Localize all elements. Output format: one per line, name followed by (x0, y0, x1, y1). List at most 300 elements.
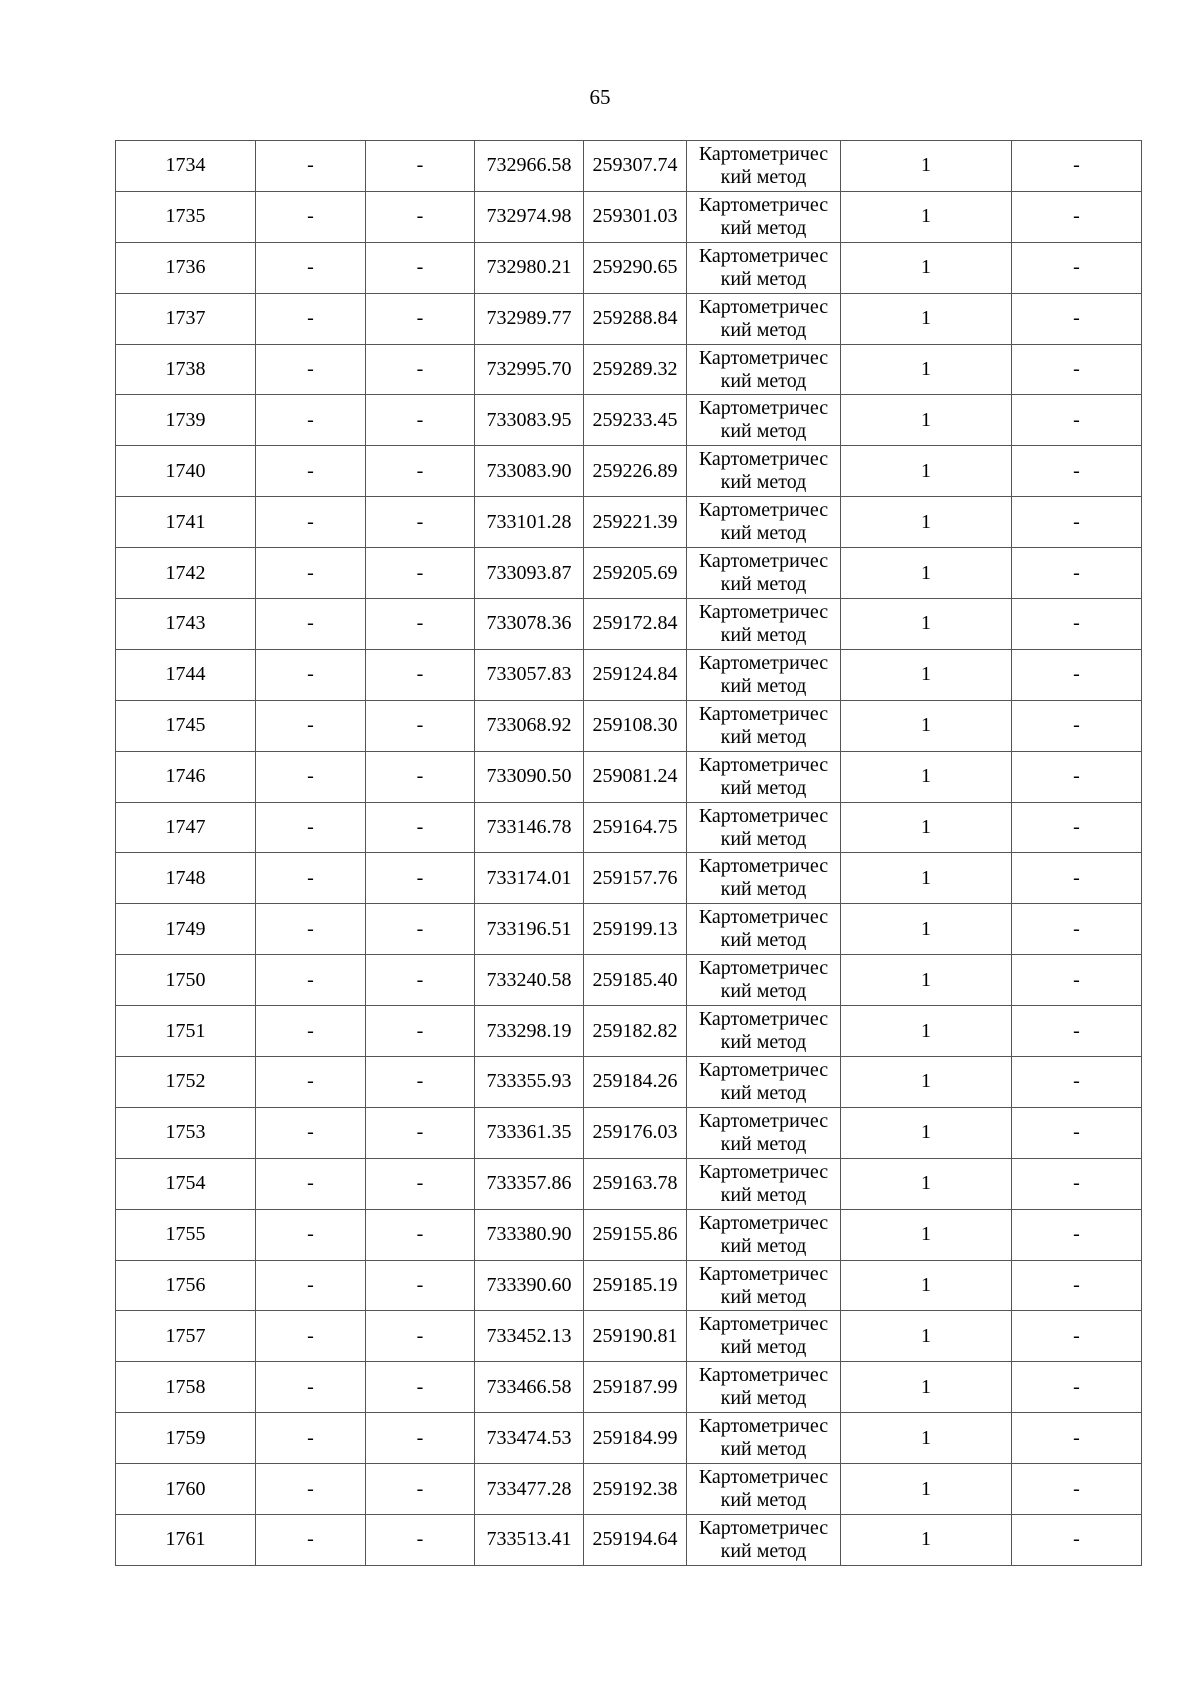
dash-cell: - (1012, 1209, 1142, 1260)
x-coordinate-cell: 733474.53 (475, 1413, 584, 1464)
method-cell (687, 446, 841, 497)
dash-cell: - (256, 1362, 366, 1413)
y-coordinate-cell: 259290.65 (584, 242, 687, 293)
y-coordinate-cell: 259205.69 (584, 548, 687, 599)
table-row (116, 599, 1142, 650)
accuracy-cell: 1 (841, 1158, 1012, 1209)
y-coordinate-cell: 259185.40 (584, 955, 687, 1006)
method-cell (687, 548, 841, 599)
method-text-line: кий метод (720, 1438, 807, 1461)
dash-cell: - (366, 700, 475, 751)
y-coordinate-cell: 259199.13 (584, 904, 687, 955)
accuracy-cell: 1 (841, 1362, 1012, 1413)
method-cell (687, 1515, 841, 1566)
method-cell (687, 344, 841, 395)
y-coordinate-cell: 259124.84 (584, 649, 687, 700)
method-cell (687, 802, 841, 853)
table-row (116, 1413, 1142, 1464)
method-text-line: Картометричес (698, 550, 829, 573)
method-cell (687, 1464, 841, 1515)
y-coordinate-cell: 259108.30 (584, 700, 687, 751)
point-number-cell: 1759 (116, 1413, 256, 1464)
y-coordinate-cell: 259185.19 (584, 1260, 687, 1311)
y-coordinate-cell: 259233.45 (584, 395, 687, 446)
dash-cell: - (1012, 700, 1142, 751)
y-coordinate-cell: 259164.75 (584, 802, 687, 853)
y-coordinate-cell: 259187.99 (584, 1362, 687, 1413)
table-row (116, 700, 1142, 751)
table-row (116, 853, 1142, 904)
method-cell (687, 497, 841, 548)
method-text-line: кий метод (720, 318, 807, 341)
x-coordinate-cell: 732995.70 (475, 344, 584, 395)
x-coordinate-cell: 733093.87 (475, 548, 584, 599)
method-cell (687, 1311, 841, 1362)
table-row (116, 548, 1142, 599)
dash-cell: - (1012, 1362, 1142, 1413)
table-row (116, 141, 1142, 192)
dash-cell: - (366, 1057, 475, 1108)
dash-cell: - (1012, 599, 1142, 650)
dash-cell: - (366, 395, 475, 446)
accuracy-cell: 1 (841, 1107, 1012, 1158)
method-cell (687, 191, 841, 242)
table-row (116, 1362, 1142, 1413)
method-text-line: Картометричес (698, 957, 829, 980)
dash-cell: - (256, 141, 366, 192)
accuracy-cell: 1 (841, 1515, 1012, 1566)
point-number-cell: 1742 (116, 548, 256, 599)
table-row (116, 1311, 1142, 1362)
point-number-cell: 1756 (116, 1260, 256, 1311)
dash-cell: - (1012, 293, 1142, 344)
dash-cell: - (366, 293, 475, 344)
point-number-cell: 1737 (116, 293, 256, 344)
y-coordinate-cell: 259081.24 (584, 751, 687, 802)
dash-cell: - (256, 802, 366, 853)
dash-cell: - (366, 1260, 475, 1311)
method-cell (687, 599, 841, 650)
table-row (116, 1158, 1142, 1209)
dash-cell: - (256, 1260, 366, 1311)
method-text-line: кий метод (720, 827, 807, 850)
method-cell (687, 1362, 841, 1413)
method-text-line: кий метод (720, 674, 807, 697)
x-coordinate-cell: 733452.13 (475, 1311, 584, 1362)
accuracy-cell: 1 (841, 853, 1012, 904)
method-cell (687, 1413, 841, 1464)
dash-cell: - (1012, 497, 1142, 548)
point-number-cell: 1752 (116, 1057, 256, 1108)
x-coordinate-cell: 733357.86 (475, 1158, 584, 1209)
y-coordinate-cell: 259157.76 (584, 853, 687, 904)
table-row (116, 751, 1142, 802)
method-text-line: Картометричес (698, 1466, 829, 1489)
page-number: 65 (589, 85, 611, 109)
method-cell (687, 700, 841, 751)
table-row (116, 293, 1142, 344)
method-text-line: Картометричес (698, 1160, 829, 1183)
method-cell (687, 1057, 841, 1108)
table-row (116, 649, 1142, 700)
dash-cell: - (1012, 904, 1142, 955)
dash-cell: - (366, 1362, 475, 1413)
dash-cell: - (366, 802, 475, 853)
method-text-line: кий метод (720, 929, 807, 952)
dash-cell: - (256, 700, 366, 751)
dash-cell: - (366, 548, 475, 599)
point-number-cell: 1747 (116, 802, 256, 853)
dash-cell: - (256, 649, 366, 700)
point-number-cell: 1734 (116, 141, 256, 192)
method-text-line: кий метод (720, 1234, 807, 1257)
dash-cell: - (1012, 1260, 1142, 1311)
accuracy-cell: 1 (841, 141, 1012, 192)
y-coordinate-cell: 259155.86 (584, 1209, 687, 1260)
x-coordinate-cell: 733466.58 (475, 1362, 584, 1413)
point-number-cell: 1745 (116, 700, 256, 751)
dash-cell: - (366, 242, 475, 293)
method-text-line: Картометричес (698, 600, 829, 623)
method-text-line: Картометричес (698, 1364, 829, 1387)
dash-cell: - (256, 1209, 366, 1260)
x-coordinate-cell: 733057.83 (475, 649, 584, 700)
point-number-cell: 1740 (116, 446, 256, 497)
dash-cell: - (366, 649, 475, 700)
accuracy-cell: 1 (841, 1209, 1012, 1260)
method-text-line: Картометричес (698, 804, 829, 827)
y-coordinate-cell: 259184.99 (584, 1413, 687, 1464)
method-text-line: кий метод (720, 1387, 807, 1410)
point-number-cell: 1748 (116, 853, 256, 904)
method-text-line: Картометричес (698, 295, 829, 318)
accuracy-cell: 1 (841, 395, 1012, 446)
dash-cell: - (1012, 1006, 1142, 1057)
dash-cell: - (366, 599, 475, 650)
dash-cell: - (366, 1464, 475, 1515)
x-coordinate-cell: 733090.50 (475, 751, 584, 802)
y-coordinate-cell: 259163.78 (584, 1158, 687, 1209)
table-row (116, 802, 1142, 853)
method-text-line: кий метод (720, 369, 807, 392)
point-number-cell: 1735 (116, 191, 256, 242)
point-number-cell: 1757 (116, 1311, 256, 1362)
dash-cell: - (256, 1107, 366, 1158)
dash-cell: - (366, 1515, 475, 1566)
method-text-line: кий метод (720, 1132, 807, 1155)
x-coordinate-cell: 732989.77 (475, 293, 584, 344)
y-coordinate-cell: 259190.81 (584, 1311, 687, 1362)
dash-cell: - (256, 904, 366, 955)
point-number-cell: 1751 (116, 1006, 256, 1057)
x-coordinate-cell: 733078.36 (475, 599, 584, 650)
method-text-line: Картометричес (698, 346, 829, 369)
dash-cell: - (1012, 395, 1142, 446)
method-text-line: Картометричес (698, 448, 829, 471)
x-coordinate-cell: 733390.60 (475, 1260, 584, 1311)
dash-cell: - (256, 955, 366, 1006)
method-text-line: Картометричес (698, 193, 829, 216)
accuracy-cell: 1 (841, 1260, 1012, 1311)
accuracy-cell: 1 (841, 1057, 1012, 1108)
point-number-cell: 1753 (116, 1107, 256, 1158)
table-row (116, 1515, 1142, 1566)
dash-cell: - (256, 191, 366, 242)
y-coordinate-cell: 259221.39 (584, 497, 687, 548)
dash-cell: - (366, 446, 475, 497)
method-text-line: кий метод (720, 1336, 807, 1359)
accuracy-cell: 1 (841, 751, 1012, 802)
table-row (116, 1006, 1142, 1057)
dash-cell: - (256, 1311, 366, 1362)
method-text-line: кий метод (720, 267, 807, 290)
dash-cell: - (1012, 141, 1142, 192)
method-text-line: Картометричес (698, 1008, 829, 1031)
accuracy-cell: 1 (841, 599, 1012, 650)
dash-cell: - (256, 1057, 366, 1108)
accuracy-cell: 1 (841, 700, 1012, 751)
accuracy-cell: 1 (841, 649, 1012, 700)
dash-cell: - (366, 1107, 475, 1158)
method-text-line: Картометричес (698, 1516, 829, 1539)
dash-cell: - (256, 1006, 366, 1057)
table-row (116, 955, 1142, 1006)
dash-cell: - (1012, 548, 1142, 599)
method-text-line: кий метод (720, 573, 807, 596)
y-coordinate-cell: 259194.64 (584, 1515, 687, 1566)
method-text-line: Картометричес (698, 1058, 829, 1081)
point-number-cell: 1754 (116, 1158, 256, 1209)
method-cell (687, 242, 841, 293)
x-coordinate-cell: 732974.98 (475, 191, 584, 242)
method-text-line: Картометричес (698, 142, 829, 165)
x-coordinate-cell: 733101.28 (475, 497, 584, 548)
x-coordinate-cell: 733146.78 (475, 802, 584, 853)
method-text-line: Картометричес (698, 702, 829, 725)
x-coordinate-cell: 733083.90 (475, 446, 584, 497)
method-text-line: Картометричес (698, 1313, 829, 1336)
method-text-line: кий метод (720, 1081, 807, 1104)
x-coordinate-cell: 733083.95 (475, 395, 584, 446)
dash-cell: - (1012, 1464, 1142, 1515)
y-coordinate-cell: 259184.26 (584, 1057, 687, 1108)
method-cell (687, 293, 841, 344)
point-number-cell: 1736 (116, 242, 256, 293)
table-row (116, 395, 1142, 446)
table-row (116, 904, 1142, 955)
dash-cell: - (366, 497, 475, 548)
dash-cell: - (256, 1413, 366, 1464)
accuracy-cell: 1 (841, 344, 1012, 395)
x-coordinate-cell: 733513.41 (475, 1515, 584, 1566)
dash-cell: - (256, 344, 366, 395)
dash-cell: - (366, 853, 475, 904)
point-number-cell: 1758 (116, 1362, 256, 1413)
table-row (116, 1464, 1142, 1515)
method-cell (687, 141, 841, 192)
dash-cell: - (256, 599, 366, 650)
accuracy-cell: 1 (841, 242, 1012, 293)
point-number-cell: 1738 (116, 344, 256, 395)
dash-cell: - (1012, 1413, 1142, 1464)
dash-cell: - (256, 1515, 366, 1566)
method-text-line: Картометричес (698, 397, 829, 420)
method-text-line: Картометричес (698, 499, 829, 522)
dash-cell: - (366, 1311, 475, 1362)
method-cell (687, 751, 841, 802)
table-row (116, 497, 1142, 548)
method-cell (687, 1006, 841, 1057)
table-row (116, 344, 1142, 395)
x-coordinate-cell: 733196.51 (475, 904, 584, 955)
dash-cell: - (1012, 1057, 1142, 1108)
point-number-cell: 1749 (116, 904, 256, 955)
method-text-line: Картометричес (698, 855, 829, 878)
method-text-line: кий метод (720, 522, 807, 545)
method-text-line: кий метод (720, 1285, 807, 1308)
point-number-cell: 1750 (116, 955, 256, 1006)
table-row (116, 242, 1142, 293)
x-coordinate-cell: 733240.58 (475, 955, 584, 1006)
method-cell (687, 955, 841, 1006)
dash-cell: - (366, 344, 475, 395)
method-cell (687, 904, 841, 955)
dash-cell: - (1012, 446, 1142, 497)
method-text-line: Картометричес (698, 1415, 829, 1438)
method-text-line: кий метод (720, 1183, 807, 1206)
dash-cell: - (256, 853, 366, 904)
x-coordinate-cell: 733068.92 (475, 700, 584, 751)
dash-cell: - (1012, 955, 1142, 1006)
dash-cell: - (1012, 751, 1142, 802)
method-text-line: кий метод (720, 980, 807, 1003)
method-text-line: Картометричес (698, 906, 829, 929)
dash-cell: - (1012, 344, 1142, 395)
point-number-cell: 1761 (116, 1515, 256, 1566)
coordinates-table (115, 140, 1142, 1566)
dash-cell: - (1012, 242, 1142, 293)
method-cell (687, 395, 841, 446)
x-coordinate-cell: 733355.93 (475, 1057, 584, 1108)
dash-cell: - (256, 293, 366, 344)
dash-cell: - (256, 1464, 366, 1515)
dash-cell: - (366, 904, 475, 955)
accuracy-cell: 1 (841, 955, 1012, 1006)
accuracy-cell: 1 (841, 1311, 1012, 1362)
x-coordinate-cell: 733298.19 (475, 1006, 584, 1057)
table-row (116, 191, 1142, 242)
method-text-line: кий метод (720, 216, 807, 239)
x-coordinate-cell: 733380.90 (475, 1209, 584, 1260)
method-text-line: кий метод (720, 1031, 807, 1054)
dash-cell: - (256, 242, 366, 293)
x-coordinate-cell: 733477.28 (475, 1464, 584, 1515)
method-cell (687, 1107, 841, 1158)
point-number-cell: 1739 (116, 395, 256, 446)
table-row (116, 1209, 1142, 1260)
table-row (116, 1260, 1142, 1311)
method-text-line: кий метод (720, 1539, 807, 1562)
method-text-line: Картометричес (698, 753, 829, 776)
dash-cell: - (1012, 1158, 1142, 1209)
dash-cell: - (256, 548, 366, 599)
method-text-line: Картометричес (698, 651, 829, 674)
table-row (116, 1057, 1142, 1108)
dash-cell: - (256, 497, 366, 548)
accuracy-cell: 1 (841, 293, 1012, 344)
accuracy-cell: 1 (841, 548, 1012, 599)
method-text-line: Картометричес (698, 1262, 829, 1285)
y-coordinate-cell: 259172.84 (584, 599, 687, 650)
accuracy-cell: 1 (841, 497, 1012, 548)
accuracy-cell: 1 (841, 1464, 1012, 1515)
point-number-cell: 1755 (116, 1209, 256, 1260)
method-cell (687, 649, 841, 700)
point-number-cell: 1746 (116, 751, 256, 802)
dash-cell: - (366, 191, 475, 242)
table-row (116, 446, 1142, 497)
point-number-cell: 1744 (116, 649, 256, 700)
point-number-cell: 1741 (116, 497, 256, 548)
dash-cell: - (1012, 1311, 1142, 1362)
dash-cell: - (1012, 191, 1142, 242)
dash-cell: - (256, 395, 366, 446)
accuracy-cell: 1 (841, 802, 1012, 853)
y-coordinate-cell: 259182.82 (584, 1006, 687, 1057)
x-coordinate-cell: 732980.21 (475, 242, 584, 293)
x-coordinate-cell: 733361.35 (475, 1107, 584, 1158)
y-coordinate-cell: 259288.84 (584, 293, 687, 344)
dash-cell: - (1012, 1107, 1142, 1158)
dash-cell: - (256, 1158, 366, 1209)
accuracy-cell: 1 (841, 1006, 1012, 1057)
y-coordinate-cell: 259176.03 (584, 1107, 687, 1158)
method-text-line: кий метод (720, 623, 807, 646)
dash-cell: - (1012, 1515, 1142, 1566)
dash-cell: - (1012, 649, 1142, 700)
dash-cell: - (366, 751, 475, 802)
point-number-cell: 1760 (116, 1464, 256, 1515)
dash-cell: - (366, 955, 475, 1006)
accuracy-cell: 1 (841, 446, 1012, 497)
dash-cell: - (366, 141, 475, 192)
dash-cell: - (366, 1413, 475, 1464)
method-cell (687, 1158, 841, 1209)
method-text-line: Картометричес (698, 244, 829, 267)
accuracy-cell: 1 (841, 904, 1012, 955)
y-coordinate-cell: 259289.32 (584, 344, 687, 395)
y-coordinate-cell: 259301.03 (584, 191, 687, 242)
method-text-line: Картометричес (698, 1211, 829, 1234)
method-text-line: кий метод (720, 1489, 807, 1512)
point-number-cell: 1743 (116, 599, 256, 650)
method-text-line: кий метод (720, 725, 807, 748)
method-text-line: кий метод (720, 165, 807, 188)
dash-cell: - (1012, 853, 1142, 904)
method-cell (687, 1260, 841, 1311)
dash-cell: - (256, 751, 366, 802)
y-coordinate-cell: 259226.89 (584, 446, 687, 497)
method-cell (687, 1209, 841, 1260)
method-text-line: кий метод (720, 878, 807, 901)
y-coordinate-cell: 259307.74 (584, 141, 687, 192)
dash-cell: - (366, 1006, 475, 1057)
dash-cell: - (366, 1209, 475, 1260)
table-body (116, 141, 1142, 1566)
accuracy-cell: 1 (841, 191, 1012, 242)
accuracy-cell: 1 (841, 1413, 1012, 1464)
method-text-line: кий метод (720, 420, 807, 443)
